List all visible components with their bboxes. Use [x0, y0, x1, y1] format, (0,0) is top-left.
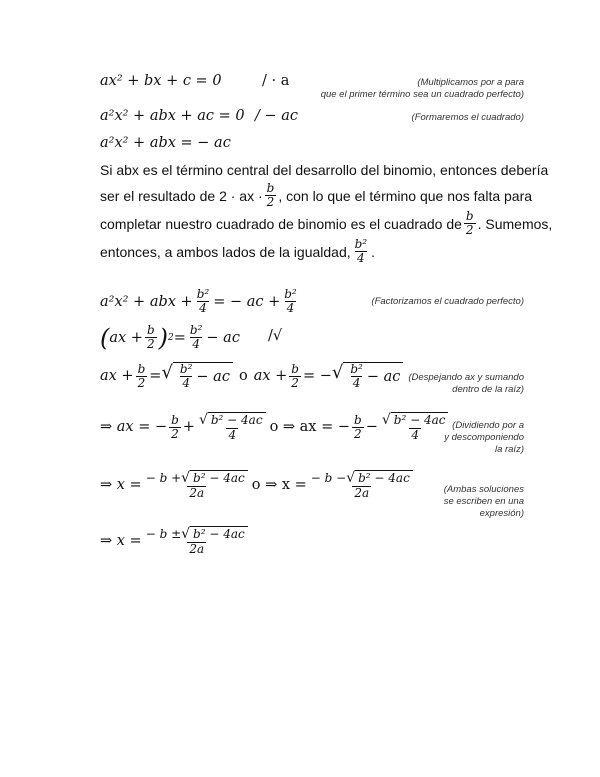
- paragraph-text: Si abx es el término central del desarrollo del binomio, entonces debería: [100, 162, 549, 178]
- paren-open: (: [100, 323, 110, 352]
- exponent: 2: [168, 332, 174, 343]
- paragraph-line-2: [100, 182, 532, 209]
- note-text: que el primer término sea un cuadrado perfecto): [320, 89, 524, 100]
- equation-text: a²x² + abx = − ac: [100, 135, 231, 151]
- numerator: b: [146, 323, 155, 337]
- equation-text: ax² + bx + c = 0: [100, 73, 222, 89]
- side-note-4: [371, 296, 524, 308]
- side-note-2: [412, 112, 524, 124]
- denominator: 2a: [189, 486, 205, 500]
- paren-close: ): [158, 323, 169, 352]
- equation-line-7: [100, 412, 452, 442]
- equation-text: =: [149, 368, 162, 384]
- equation-line-8: [100, 470, 417, 500]
- side-note-6: [408, 372, 524, 396]
- fraction-b-over-2: [136, 363, 148, 390]
- paragraph-line-3: [100, 210, 552, 237]
- fraction-b-over-2: [352, 414, 364, 441]
- numerator: b: [465, 209, 474, 223]
- fraction-b2-over-4: [188, 324, 205, 351]
- paragraph-line-4: [100, 238, 375, 265]
- denominator: 2a: [189, 542, 205, 556]
- equation-text: o ⇒ ax = −: [269, 419, 350, 435]
- denominator: 4: [192, 337, 200, 351]
- denominator: 2: [137, 375, 146, 390]
- operation-text: / − ac: [255, 108, 299, 124]
- fraction-b-over-2: [289, 363, 301, 390]
- side-note-1: [321, 77, 524, 101]
- numerator: b²: [196, 287, 210, 301]
- equation-text: ax +: [100, 368, 134, 384]
- operation-label: [268, 328, 282, 344]
- quadratic-formula-fraction: [144, 526, 250, 556]
- equation-text: ax +: [253, 368, 288, 384]
- side-note-7: [444, 420, 524, 456]
- equation-line-6: [100, 362, 403, 390]
- radicand: b² − 4ac: [190, 470, 248, 486]
- denominator: 2: [465, 223, 474, 237]
- quadratic-plus-fraction: [144, 470, 250, 500]
- fraction-b2-over-4: [348, 363, 365, 390]
- equation-line-3: [100, 135, 231, 151]
- paragraph-line-1: [100, 162, 548, 178]
- conjunction-text: o: [238, 368, 248, 384]
- fraction-b-over-2: [169, 414, 181, 441]
- fraction-b-over-2: [145, 324, 157, 351]
- equation-line-4: [100, 288, 301, 315]
- equation-text: ⇒ x =: [100, 477, 142, 493]
- numerator-text: − b −: [310, 471, 347, 485]
- paragraph-text: ser el resultado de 2 · ax ·: [100, 187, 263, 204]
- note-text: (Factorizamos el cuadrado perfecto): [371, 296, 524, 307]
- note-text: (Ambas soluciones: [443, 484, 524, 495]
- side-note-8: [444, 484, 524, 520]
- radical-sign: √: [331, 362, 344, 383]
- equation-text: −: [365, 419, 378, 435]
- operation-label: [262, 73, 289, 89]
- numerator-text: − b +: [145, 471, 182, 485]
- equation-text: − ac: [196, 368, 230, 385]
- radicand: b² − 4ac: [208, 412, 266, 428]
- denominator: 2: [171, 426, 179, 441]
- note-text: dentro de la raíz): [452, 384, 524, 395]
- numerator: b²: [189, 323, 203, 337]
- numerator: b²: [354, 237, 368, 251]
- equation-line-2: [100, 108, 245, 124]
- radicand: b² − 4ac: [355, 470, 413, 486]
- fraction-b-over-2: [464, 210, 476, 237]
- note-text: expresión): [479, 508, 524, 519]
- note-text: (Dividiendo por a: [452, 420, 524, 431]
- operation-label: [255, 108, 298, 124]
- equation-line-5: [100, 324, 240, 351]
- radicand: b² − 4ac: [391, 412, 449, 428]
- numerator: b²: [179, 362, 193, 376]
- paragraph-text: completar nuestro cuadrado de binomio es el cuadrado de: [100, 215, 462, 232]
- numerator-text: − b ±: [145, 527, 182, 541]
- numerator: b²: [350, 362, 363, 376]
- operation-text: / · a: [262, 73, 290, 89]
- paragraph-text: , con lo que el término que nos falta para: [278, 187, 533, 204]
- radicand: b² − 4ac: [190, 526, 248, 542]
- denominator: 2: [291, 375, 299, 390]
- fraction-sqrt-over-4: [380, 412, 451, 442]
- note-text: la raíz): [494, 444, 524, 455]
- equation-text: − ac: [206, 329, 240, 346]
- denominator: 4: [228, 428, 237, 442]
- equation-text: ⇒ x =: [100, 533, 142, 549]
- paragraph-text: entonces, a ambos lados de la igualdad,: [100, 243, 351, 260]
- fraction-sqrt-over-2a: [197, 412, 268, 442]
- equation-text: ⇒ ax = −: [100, 419, 168, 435]
- numerator: b²: [284, 287, 297, 301]
- fraction-b2-over-4: [195, 288, 212, 315]
- fraction-b2-over-4: [353, 238, 370, 265]
- numerator: √ b² − 4ac: [380, 412, 451, 428]
- operation-text: /√: [268, 328, 283, 344]
- denominator: 2: [266, 195, 275, 209]
- note-text: (Formaremos el cuadrado): [411, 112, 524, 123]
- equation-line-1: [100, 73, 222, 89]
- equation-text: − ac: [366, 368, 401, 385]
- equation-text: = −: [302, 368, 332, 384]
- numerator: − b ± √ b² − 4ac: [144, 526, 250, 542]
- note-text: (Despejando ax y sumando: [408, 372, 524, 383]
- fraction-b2-over-4: [282, 288, 299, 315]
- numerator: − b + √ b² − 4ac: [144, 470, 250, 486]
- note-text: se escriben en una: [443, 496, 524, 507]
- denominator: 2a: [354, 486, 370, 500]
- equation-text: +: [182, 419, 195, 435]
- square-root: [332, 362, 404, 390]
- paragraph-text: . Sumemos,: [477, 215, 553, 232]
- square-root: [161, 362, 233, 390]
- equation-line-9: [100, 526, 252, 556]
- paragraph-text: .: [371, 243, 376, 260]
- denominator: 4: [357, 251, 365, 265]
- equation-text: a²x² + abx +: [100, 293, 193, 310]
- denominator: 4: [352, 376, 361, 390]
- denominator: 4: [199, 301, 207, 315]
- quadratic-minus-fraction: [309, 470, 415, 500]
- equation-text: ax +: [109, 329, 143, 346]
- denominator: 2: [146, 337, 155, 351]
- fraction-b2-over-4: [178, 363, 195, 390]
- note-text: (Multiplicamos por a para: [417, 77, 524, 88]
- numerator: b: [266, 181, 275, 195]
- denominator: 4: [286, 301, 295, 315]
- denominator: 4: [182, 376, 190, 390]
- numerator: √ b² − 4ac: [197, 412, 268, 428]
- numerator: b: [137, 361, 146, 376]
- note-text: y descomponiendo: [444, 432, 524, 443]
- equation-text: a²x² + abx + ac = 0: [100, 108, 245, 124]
- denominator: 2: [354, 426, 362, 441]
- equation-text: o ⇒ x =: [251, 477, 307, 493]
- radical-sign: √: [161, 362, 173, 383]
- numerator: − b − √ b² − 4ac: [309, 470, 415, 486]
- equation-text: =: [173, 329, 186, 346]
- denominator: 4: [411, 428, 419, 442]
- equation-text: = − ac +: [213, 293, 281, 310]
- numerator: b: [171, 412, 179, 427]
- numerator: b: [354, 412, 362, 427]
- numerator: b: [291, 361, 299, 376]
- fraction-b-over-2: [265, 182, 277, 209]
